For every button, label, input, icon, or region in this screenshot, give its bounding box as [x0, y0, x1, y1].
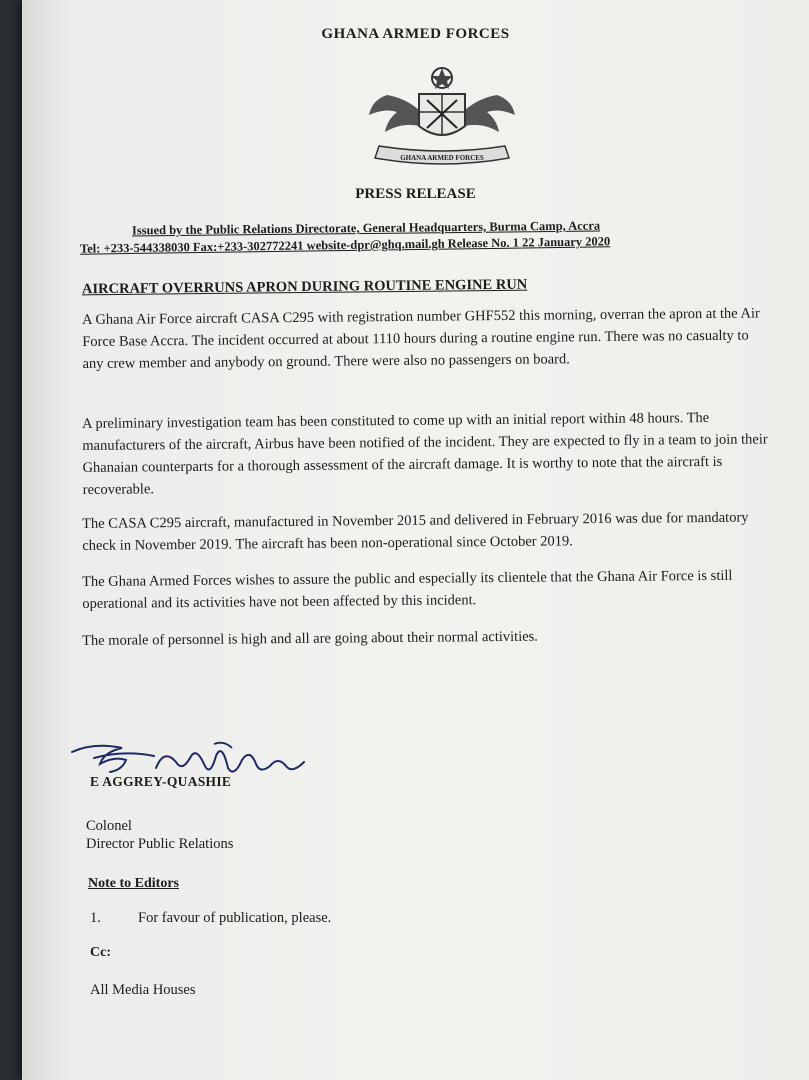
cc-recipients: All Media Houses — [90, 982, 196, 998]
body-paragraph: The morale of personnel is high and all are going about their normal activities. — [82, 628, 538, 649]
cc-label: Cc: — [90, 945, 111, 960]
note-to-editors-heading: Note to Editors — [88, 876, 179, 891]
signatory-name: E AGGREY-QUASHIE — [90, 774, 232, 789]
note-item-text: For favour of publication, please. — [138, 910, 332, 926]
body-paragraph: A preliminary investigation team has been constituted to come up with an initial report within 48 hours. The manufacturers of the aircraft, Airbus have been notified of the incident. They are expected to fly in a team to join their Ghanaian counterparts for a thorough assessment of the aircraft damage. It is worthy to note that the aircraft is recoverable. — [82, 409, 768, 498]
signatory-rank: Colonel — [86, 818, 132, 834]
organization-name: GHANA ARMED FORCES — [321, 26, 510, 42]
armed-forces-crest-icon — [357, 60, 527, 170]
body-paragraph: The CASA C295 aircraft, manufactured in November 2015 and delivered in February 2016 was due for mandatory check in November 2019. The aircraft has been non-operational since October 2019. — [82, 509, 749, 554]
press-release-page — [22, 0, 809, 1080]
signatory-position: Director Public Relations — [86, 836, 234, 852]
headline: AIRCRAFT OVERRUNS APRON DURING ROUTINE ENGINE RUN — [81, 276, 528, 298]
crest-ribbon-text: GHANA ARMED FORCES — [400, 154, 484, 162]
document-type: PRESS RELEASE — [355, 186, 476, 202]
body-paragraph: A Ghana Air Force aircraft CASA C295 with registration number GHF552 this morning, overran the apron at the Air Force Base Accra. The incident occurred at about 1110 hours during a routine engine run. There was no casualty to any crew member and anybody on ground. There were also no passengers on board. — [82, 305, 760, 372]
issued-by-line: Issued by the Public Relations Directorate, General Headquarters, Burma Camp, Accra — [131, 218, 601, 238]
note-item-number: 1. — [90, 910, 101, 926]
body-paragraph: The Ghana Armed Forces wishes to assure the public and especially its clientele that the Ghana Air Force is still operational and its activities have not been affected by this incident. — [82, 567, 733, 612]
contact-line: Tel: +233-544338030 Fax:+233-302772241 website-dpr@ghq.mail.gh Release No. 1 22 January 2020 — [79, 234, 611, 256]
